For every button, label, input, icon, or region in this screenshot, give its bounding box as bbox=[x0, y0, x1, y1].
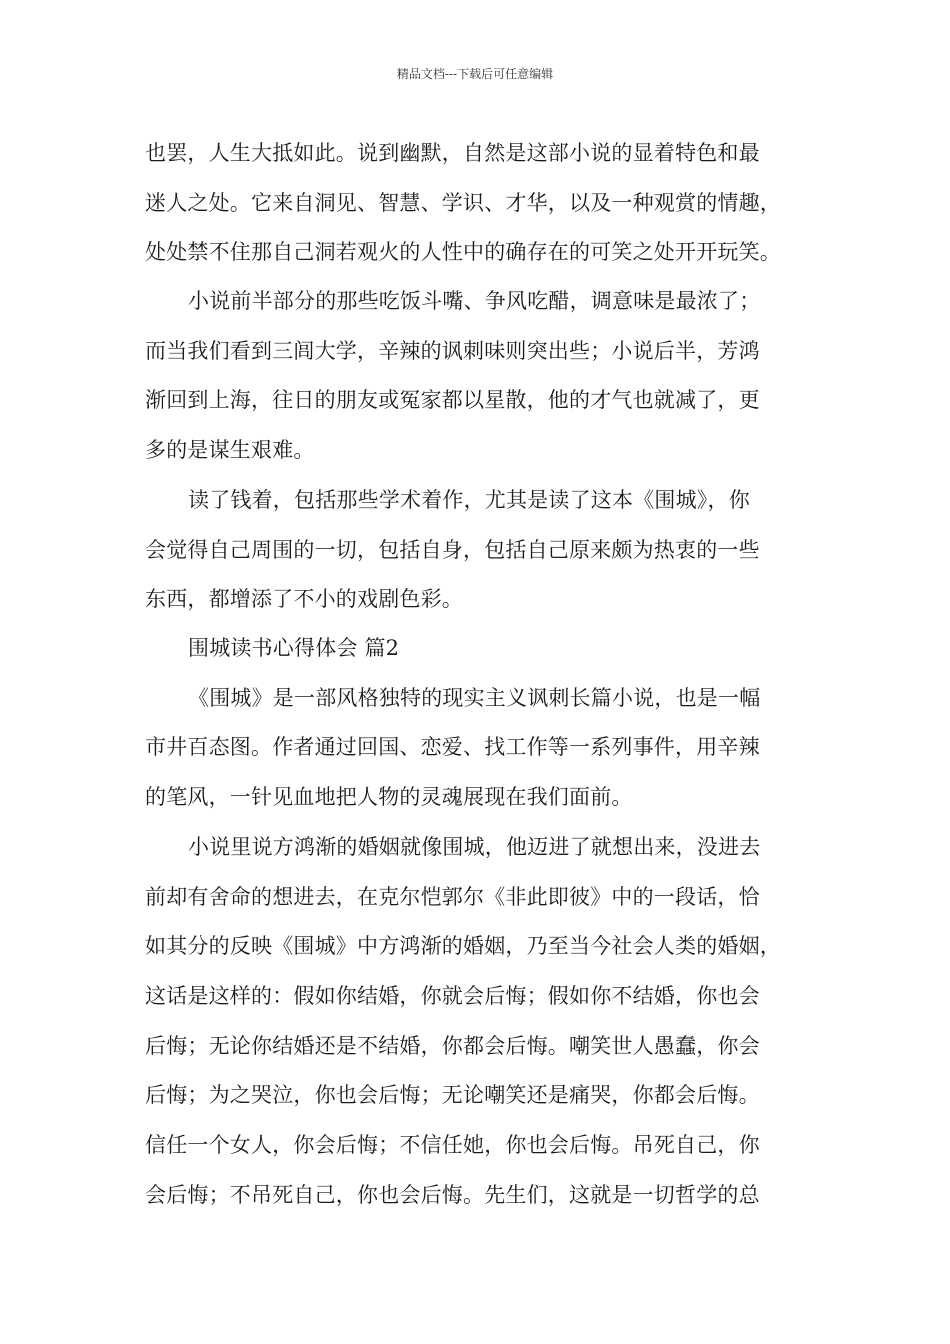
text-line-1: 也罢，人生大抵如此。说到幽默，自然是这部小说的显着特色和最 bbox=[145, 141, 760, 165]
text-line-16: 前却有舍命的想进去，在克尔恺郭尔《非此即彼》中的一段话，恰 bbox=[145, 885, 760, 909]
text-line-22: 会后悔；不吊死自己，你也会后悔。先生们，这就是一切哲学的总 bbox=[145, 1183, 760, 1207]
text-line-3: 处处禁不住那自己洞若观火的人性中的确存在的可笑之处开开玩笑。 bbox=[145, 240, 781, 264]
text-line-19: 后悔；无论你结婚还是不结婚，你都会后悔。嘲笑世人愚蠢，你会 bbox=[145, 1034, 760, 1058]
text-line-14: 的笔风，一针见血地把人物的灵魂展现在我们面前。 bbox=[145, 785, 633, 809]
text-line-2: 迷人之处。它来自洞见、智慧、学识、才华，以及一种观赏的情趣， bbox=[145, 191, 781, 215]
text-line-4: 小说前半部分的那些吃饭斗嘴、争风吃醋，调意味是最浓了； bbox=[188, 289, 761, 313]
text-line-10: 东西，都增添了不小的戏剧色彩。 bbox=[145, 587, 463, 611]
text-line-5: 而当我们看到三闾大学，辛辣的讽刺味则突出些；小说后半，芳鸿 bbox=[145, 339, 760, 363]
text-line-20: 后悔；为之哭泣，你也会后悔；无论嘲笑还是痛哭，你都会后悔。 bbox=[145, 1083, 760, 1107]
section-heading: 围城读书心得体会 篇2 bbox=[188, 636, 400, 660]
text-line-9: 会觉得自己周围的一切，包括自身，包括自己原来颇为热衷的一些 bbox=[145, 538, 760, 562]
text-line-21: 信任一个女人，你会后悔；不信任她，你也会后悔。吊死自己，你 bbox=[145, 1133, 760, 1157]
text-line-17: 如其分的反映《围城》中方鸿渐的婚姻，乃至当今社会人类的婚姻， bbox=[145, 934, 781, 958]
text-line-8: 读了钱着，包括那些学术着作，尤其是读了这本《围城》，你 bbox=[188, 488, 750, 512]
text-line-7: 多的是谋生艰难。 bbox=[145, 438, 315, 462]
text-line-12: 《围城》是一部风格独特的现实主义讽刺长篇小说，也是一幅 bbox=[188, 686, 761, 710]
text-line-6: 渐回到上海，往日的朋友或冤家都以星散，他的才气也就减了，更 bbox=[145, 388, 760, 412]
text-line-18: 这话是这样的：假如你结婚，你就会后悔；假如你不结婚，你也会 bbox=[145, 984, 760, 1008]
page-header: 精品文档---下载后可任意编辑 bbox=[396, 67, 554, 81]
text-line-13: 市井百态图。作者通过回国、恋爱、找工作等一系列事件，用辛辣 bbox=[145, 735, 760, 759]
text-line-15: 小说里说方鸿渐的婚姻就像围城，他迈进了就想出来，没进去 bbox=[188, 835, 761, 859]
